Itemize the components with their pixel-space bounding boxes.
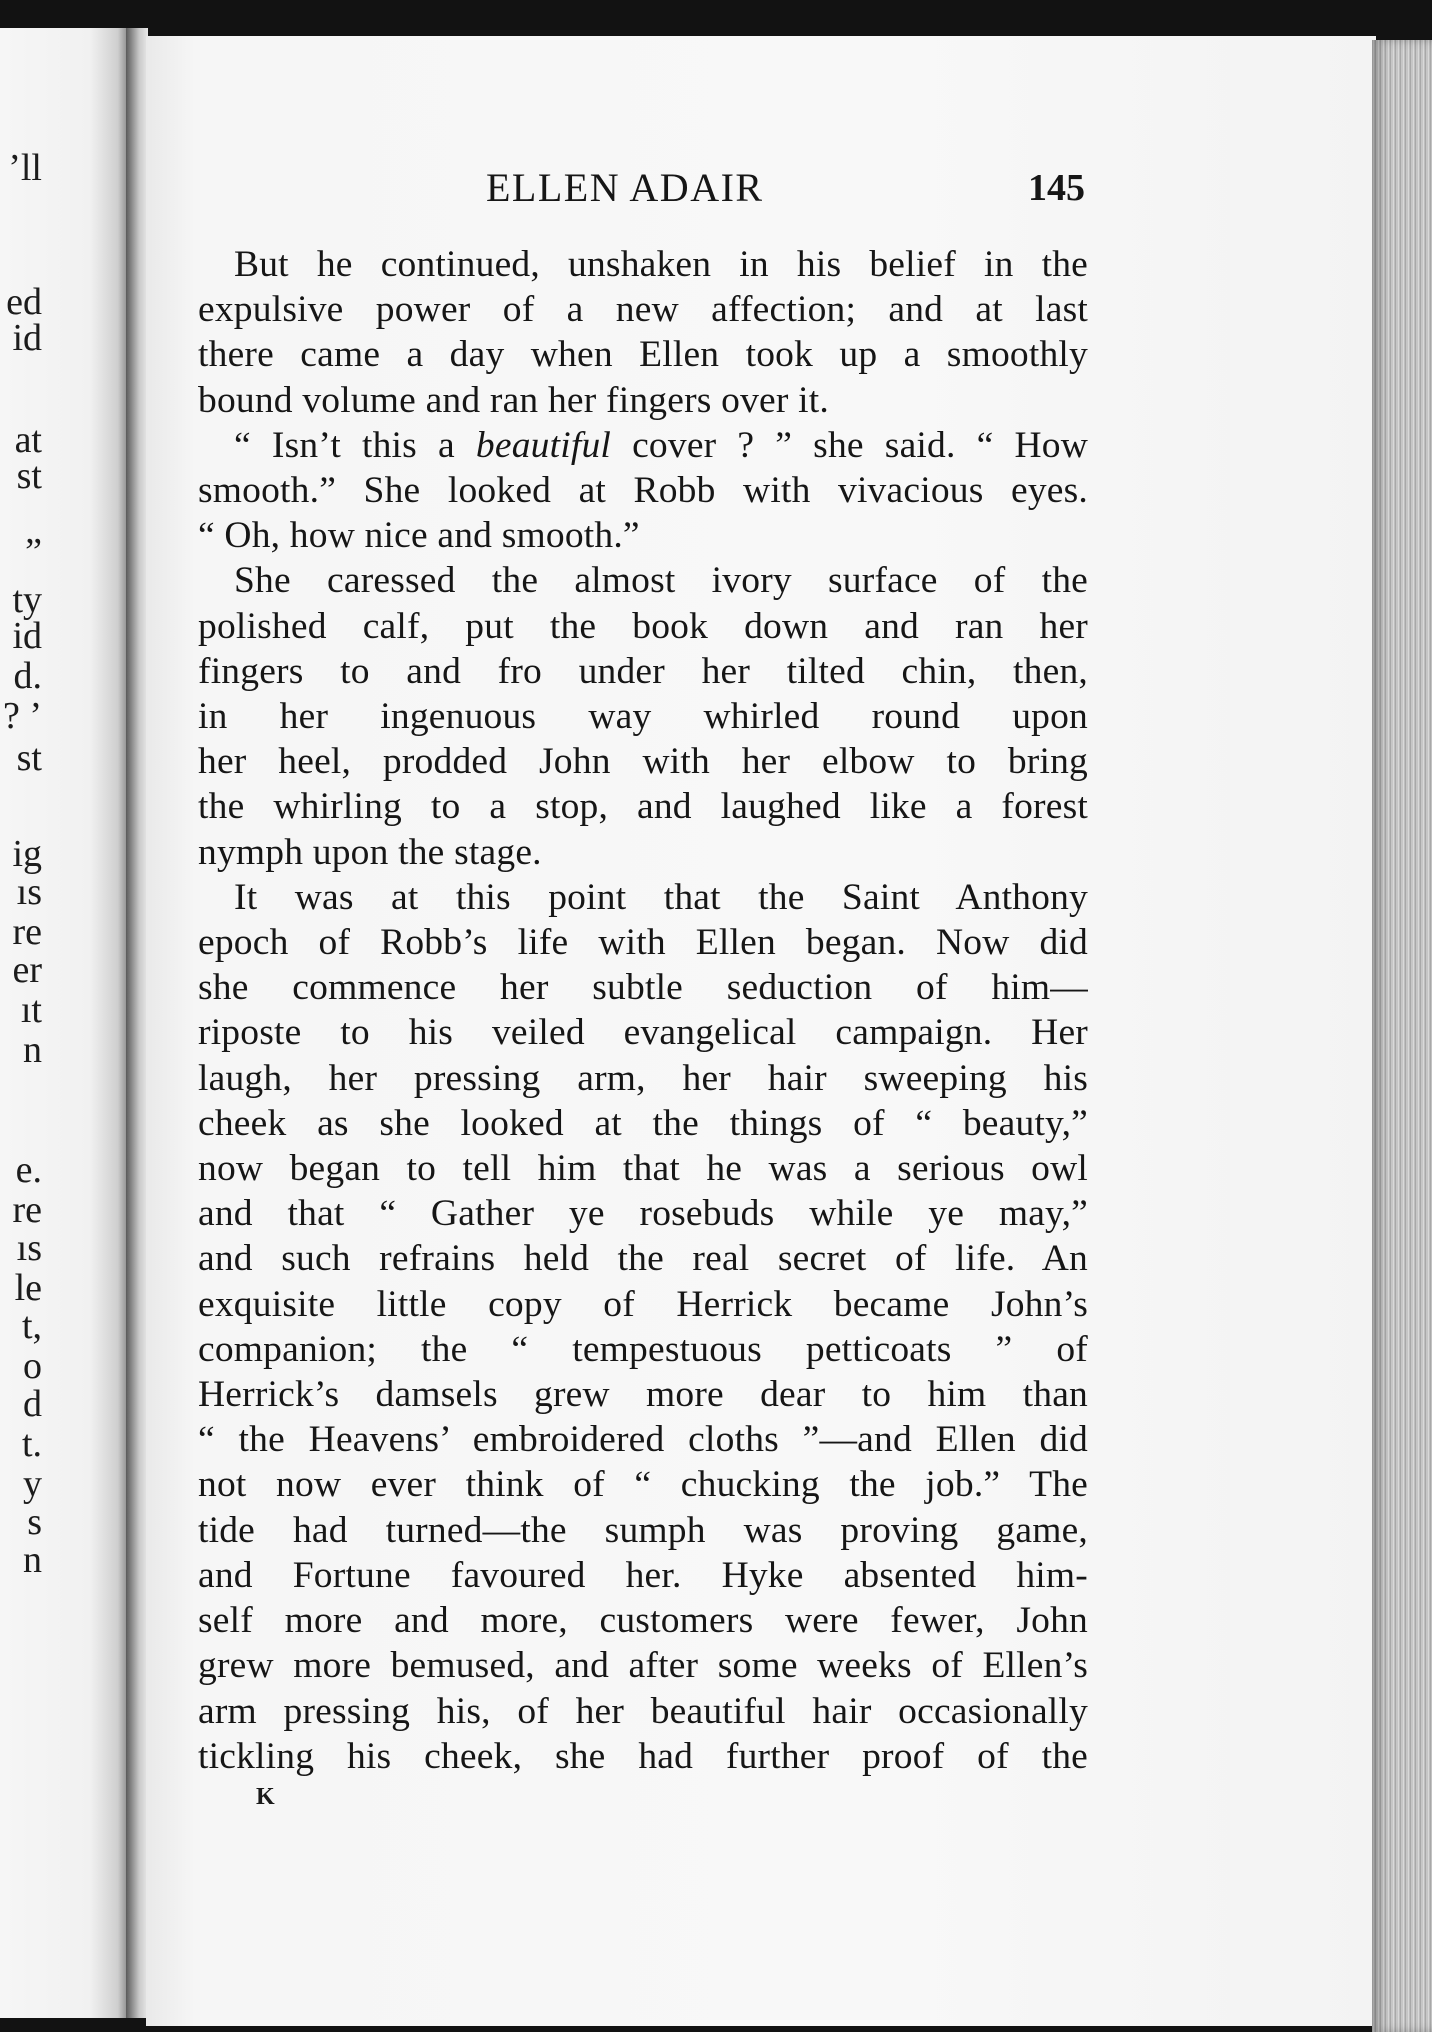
left-page-fragment: y xyxy=(23,1463,42,1505)
text-line: not now ever think of “ chucking the job.” The xyxy=(198,1464,1088,1506)
text-line: She caressed the almost ivory surface of the xyxy=(234,560,1088,602)
text-line: “ Oh, how nice and smooth.” xyxy=(198,515,640,557)
left-page-fragment: ed xyxy=(6,281,42,323)
right-page xyxy=(146,36,1376,2026)
text-line: in her ingenuous way whirled round upon xyxy=(198,696,1088,738)
left-page-fragment: st xyxy=(16,737,42,779)
text-line: her heel, prodded John with her elbow to bring xyxy=(198,741,1088,783)
left-page-fragment: at xyxy=(14,419,42,461)
book-gutter xyxy=(126,28,148,2018)
left-page-fragment: id xyxy=(12,615,42,657)
left-page-fragment: re xyxy=(12,1189,42,1231)
left-page-fragment: ” xyxy=(25,531,42,573)
text-line: and such refrains held the real secret of life. An xyxy=(198,1238,1088,1280)
left-page-fragment: id xyxy=(12,317,42,359)
text-line: the whirling to a stop, and laughed like a forest xyxy=(198,786,1088,828)
left-page-fragment: e. xyxy=(15,1149,42,1191)
text-line: “ Isn’t this a beautiful cover ? ” she said. “ How xyxy=(234,424,1089,466)
text-line: riposte to his veiled evangelical campaign. Her xyxy=(198,1012,1088,1054)
text-line: and that “ Gather ye rosebuds while ye may,” xyxy=(198,1193,1088,1235)
body-text xyxy=(198,242,1088,1779)
left-page-fragment: ig xyxy=(12,833,42,875)
text-line: smooth.” She looked at Robb with vivacious eyes. xyxy=(198,470,1088,512)
text-line: Herrick’s damsels grew more dear to him than xyxy=(198,1374,1088,1416)
text-line: polished calf, put the book down and ran her xyxy=(198,605,1088,647)
left-page-fragment: ıt xyxy=(20,989,42,1031)
text-line: self more and more, customers were fewer, John xyxy=(198,1600,1088,1642)
text-line: expulsive power of a new affection; and at last xyxy=(198,289,1088,331)
left-page-edge xyxy=(0,28,128,2018)
text-line: tickling his cheek, she had further proof of the xyxy=(198,1735,1088,1777)
left-page-fragment: ty xyxy=(12,579,42,621)
running-title: ELLEN ADAIR xyxy=(486,165,764,210)
text-line: now began to tell him that he was a serious owl xyxy=(198,1148,1088,1190)
left-page-fragment: t, xyxy=(21,1305,42,1347)
text-line: fingers to and fro under her tilted chin, then, xyxy=(198,650,1088,692)
left-page-fragment: le xyxy=(14,1267,42,1309)
left-page-fragment: ? ’ xyxy=(2,695,42,737)
left-page-fragment: s xyxy=(27,1501,42,1543)
left-page-fragment: st xyxy=(16,455,42,497)
page-block-edge xyxy=(1372,40,1432,2032)
left-page-fragment: ’ll xyxy=(8,147,42,189)
left-page-fragment: n xyxy=(23,1029,42,1071)
text-line: she commence her subtle seduction of him— xyxy=(198,967,1088,1009)
text-line: laugh, her pressing arm, her hair sweeping his xyxy=(198,1057,1088,1099)
left-page-fragment: n xyxy=(23,1539,42,1581)
text-line: nymph upon the stage. xyxy=(198,831,542,873)
left-page-fragment: t. xyxy=(21,1423,42,1465)
text-line: “ the Heavens’ embroidered cloths ”—and Ellen did xyxy=(198,1419,1088,1461)
left-page-fragment: re xyxy=(12,911,42,953)
left-page-fragment: er xyxy=(12,949,42,991)
text-line: epoch of Robb’s life with Ellen began. Now did xyxy=(198,922,1088,964)
left-page-fragment: o xyxy=(23,1345,42,1387)
text-line: arm pressing his, of her beautiful hair occasionally xyxy=(198,1690,1088,1732)
text-line: But he continued, unshaken in his belief in the xyxy=(234,244,1088,285)
text-line: and Fortune favoured her. Hyke absented him- xyxy=(198,1554,1088,1596)
text-line: bound volume and ran her fingers over it. xyxy=(198,379,829,421)
page-number: 145 xyxy=(1028,167,1085,209)
text-line: It was at this point that the Saint Anthony xyxy=(234,876,1088,918)
text-line: tide had turned—the sumph was proving game, xyxy=(198,1509,1088,1551)
text-line: there came a day when Ellen took up a smoothly xyxy=(198,334,1088,376)
left-page-fragment: d. xyxy=(13,655,42,697)
text-line: grew more bemused, and after some weeks of Ellen’s xyxy=(198,1645,1088,1687)
italic-word: beautiful xyxy=(475,424,612,466)
text-line: exquisite little copy of Herrick became John’s xyxy=(198,1283,1088,1325)
left-page-fragment: d xyxy=(23,1383,42,1425)
text-line: cheek as she looked at the things of “ beauty,” xyxy=(198,1102,1088,1144)
left-page-fragment: ıs xyxy=(16,1227,42,1269)
signature-mark: K xyxy=(256,1784,275,1810)
page-header xyxy=(146,164,1376,224)
left-page-fragment: ıs xyxy=(16,871,42,913)
text-line: companion; the “ tempestuous petticoats ” of xyxy=(198,1328,1088,1370)
